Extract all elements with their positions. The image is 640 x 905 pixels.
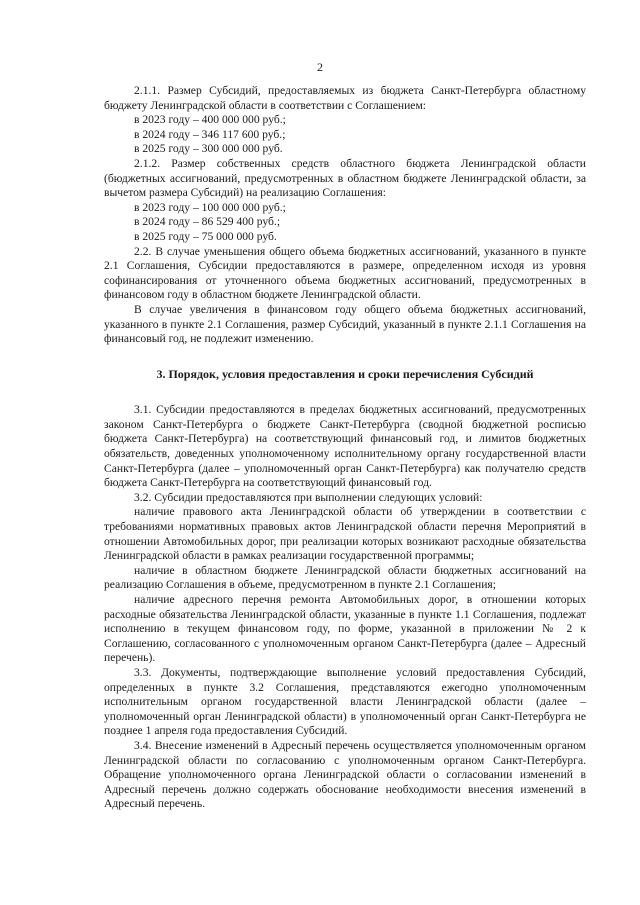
paragraph-3-1: 3.1. Субсидии предоставляются в пределах бюджетных ассигнований, предусмотренных законом Санкт-Петербурга о бюджете Санкт-Петербурга (сводной бюджетной росписью бюджета Санкт-Петербурга) на соответствующий финансовый год, и лимитов бюджетных обязательств, доведенных уполномоченному исполнительному органу государственной власти Санкт-Петербурга (далее – уполномоченный орган Санкт-Петербурга) как получателю средств бюджета Санкт-Петербурга на соответствующий финансовый год. xyxy=(104,403,586,490)
condition-legal-act: наличие правового акта Ленинградской области об утверждении в соответствии с требованиями нормативных правовых актов Ленинградской области перечня Мероприятий в отношении Автомобильных дорог, при реализации которых возникают расходные обязательства Ленинградской области в рамках реализации государственной программы; xyxy=(104,505,586,563)
own-funds-2025: в 2025 году – 75 000 000 руб. xyxy=(134,229,277,243)
paragraph-2-1-2: 2.1.2. Размер собственных средств областного бюджета Ленинградской области (бюджетных ассигнований, предусмотренных в областном бюджете Ленинградской области, за вычетом размера Субсидий) на реализацию Соглашения: xyxy=(104,156,586,200)
subsidy-amount-2025: в 2025 году – 300 000 000 руб. xyxy=(134,142,283,156)
paragraph-3-2: 3.2. Субсидии предоставляются при выполнении следующих условий: xyxy=(134,490,483,504)
paragraph-2-2: 2.2. В случае уменьшения общего объема бюджетных ассигнований, указанного в пункте 2.1 Соглашения, Субсидии предоставляются в размере, определенном исходя из уровня софинансирования от уточненного объема бюджетных ассигнований, предусмотренных в финансовом году в областном бюджете Ленинградской области. xyxy=(104,244,586,302)
subsidy-amount-2024: в 2024 году – 346 117 600 руб.; xyxy=(134,127,286,141)
own-funds-2023: в 2023 году – 100 000 000 руб.; xyxy=(134,200,286,214)
page-number: 2 xyxy=(317,60,323,74)
section-heading: 3. Порядок, условия предоставления и сроки перечисления Субсидий xyxy=(156,366,534,381)
own-funds-2024: в 2024 году – 86 529 400 руб.; xyxy=(134,215,281,229)
paragraph-2-1-1: 2.1.1. Размер Субсидий, предоставляемых из бюджета Санкт-Петербурга областному бюджету Ленинградской области в соответствии с Соглашением: xyxy=(104,84,586,112)
subsidy-amount-2023: в 2023 году – 400 000 000 руб.; xyxy=(134,113,286,127)
paragraph-3-3: 3.3. Документы, подтверждающие выполнение условий предоставления Субсидий, определенных в пункте 3.2 Соглашения, представляются ежегодно уполномоченным исполнительным органом государственной власти Ленинградской области (далее – уполномоченный орган Ленинградской области) в уполномоченный орган Санкт-Петербурга не позднее 1 апреля года предоставления Субсидий. xyxy=(104,665,586,738)
document-body xyxy=(104,84,586,812)
paragraph-2-2-increase: В случае увеличения в финансовом году общего объема бюджетных ассигнований, указанного в пункте 2.1 Соглашения, размер Субсидий, указанный в пункте 2.1.1 Соглашения на финансовый год, не подлежит изменению. xyxy=(104,302,586,346)
condition-address-list: наличие адресного перечня ремонта Автомобильных дорог, в отношении которых расходные обязательства Ленинградской области, указанные в пункте 1.1 Соглашения, подлежат исполнению в текущем финансовом году, по форме, указанной в приложении № 2 к Соглашению, согласованного с уполномоченным органом Санкт-Петербурга (далее – Адресный перечень). xyxy=(104,593,586,665)
paragraph-3-4: 3.4. Внесение изменений в Адресный перечень осуществляется уполномоченным органом Ленинградской области по согласованию с уполномоченным органом Санкт-Петербурга. Обращение уполномоченного органа Ленинградской области о согласовании изменений в Адресный перечень должно содержать обоснование необходимости внесения изменений в Адресный перечень. xyxy=(104,738,586,811)
condition-budget-allocations: наличие в областном бюджете Ленинградской области бюджетных ассигнований на реализацию Соглашения в объеме, предусмотренном в пункте 2.1 Соглашения; xyxy=(104,563,586,592)
